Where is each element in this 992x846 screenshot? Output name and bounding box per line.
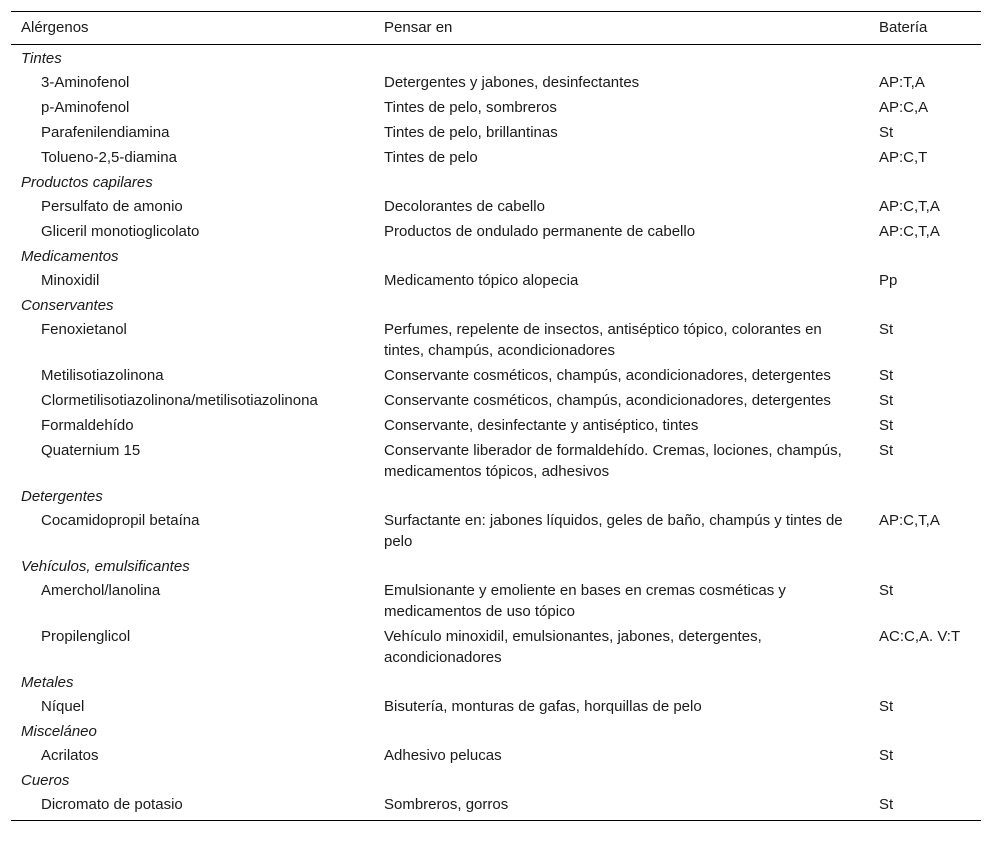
battery-code: Pp bbox=[879, 272, 898, 289]
category-row bbox=[11, 244, 981, 268]
category-label: Misceláneo bbox=[21, 723, 97, 740]
think-of-text: Detergentes y jabones, desinfectantes bbox=[384, 74, 640, 91]
table-row bbox=[11, 792, 981, 821]
table-row bbox=[11, 194, 981, 219]
think-of-text: Surfactante en: jabones líquidos, geles de baño, champús y tintes de pelo bbox=[384, 512, 843, 550]
category-label: Metales bbox=[21, 674, 74, 691]
header-battery: Batería bbox=[869, 12, 981, 45]
table-row bbox=[11, 363, 981, 388]
category-label: Vehículos, emulsificantes bbox=[21, 558, 190, 575]
think-of-text: Decolorantes de cabello bbox=[384, 198, 545, 215]
think-of-text: Conservante cosméticos, champús, acondicionadores, detergentes bbox=[384, 392, 831, 409]
allergen-name: Clormetilisotiazolinona/metilisotiazolinona bbox=[41, 392, 318, 409]
allergen-name: Fenoxietanol bbox=[41, 321, 127, 338]
allergen-name: p-Aminofenol bbox=[41, 99, 130, 116]
think-of-text: Medicamento tópico alopecia bbox=[384, 272, 579, 289]
category-label: Productos capilares bbox=[21, 174, 153, 191]
table-row bbox=[11, 578, 981, 624]
allergen-name: Propilenglicol bbox=[41, 628, 131, 645]
allergen-table bbox=[11, 11, 981, 821]
table-row bbox=[11, 95, 981, 120]
think-of-text: Vehículo minoxidil, emulsionantes, jabones, detergentes, acondicionadores bbox=[384, 628, 762, 666]
category-row bbox=[11, 670, 981, 694]
battery-code: St bbox=[879, 321, 894, 338]
category-row bbox=[11, 719, 981, 743]
table-row bbox=[11, 508, 981, 554]
battery-code: St bbox=[879, 417, 894, 434]
table-row bbox=[11, 388, 981, 413]
category-label: Conservantes bbox=[21, 297, 114, 314]
think-of-text: Bisutería, monturas de gafas, horquillas de pelo bbox=[384, 698, 702, 715]
allergen-name: Minoxidil bbox=[41, 272, 100, 289]
think-of-text: Adhesivo pelucas bbox=[384, 747, 502, 764]
header-row bbox=[11, 12, 981, 45]
battery-code: AC:C,A. V:T bbox=[879, 628, 961, 645]
table-row bbox=[11, 743, 981, 768]
battery-code: AP:C,T,A bbox=[879, 512, 940, 529]
allergen-name: Dicromato de potasio bbox=[11, 792, 374, 821]
think-of-text: Tintes de pelo, sombreros bbox=[384, 99, 557, 116]
category-row bbox=[11, 484, 981, 508]
allergen-name: Acrilatos bbox=[41, 747, 99, 764]
header-think-of: Pensar en bbox=[374, 12, 869, 45]
table-row bbox=[11, 438, 981, 484]
allergen-name: Formaldehído bbox=[41, 417, 134, 434]
think-of-text: Perfumes, repelente de insectos, antiséptico tópico, colorantes en tintes, champús, acondicionadores bbox=[384, 321, 822, 359]
allergen-name: 3-Aminofenol bbox=[41, 74, 130, 91]
battery-code: AP:C,T,A bbox=[879, 198, 940, 215]
table-row bbox=[11, 413, 981, 438]
allergen-name: Quaternium 15 bbox=[41, 442, 141, 459]
battery-code: St bbox=[879, 747, 894, 764]
battery-code: St bbox=[869, 792, 981, 821]
battery-code: AP:C,T,A bbox=[879, 223, 940, 240]
table-row bbox=[11, 624, 981, 670]
category-row bbox=[11, 45, 981, 71]
battery-code: AP:C,T bbox=[879, 149, 928, 166]
think-of-text: Sombreros, gorros bbox=[374, 792, 869, 821]
category-label: Detergentes bbox=[21, 488, 103, 505]
think-of-text: Tintes de pelo bbox=[384, 149, 478, 166]
allergen-table-container bbox=[11, 11, 981, 821]
allergen-name: Parafenilendiamina bbox=[41, 124, 170, 141]
category-label: Medicamentos bbox=[21, 248, 119, 265]
battery-code: St bbox=[879, 582, 894, 599]
table-row bbox=[11, 120, 981, 145]
allergen-name: Níquel bbox=[41, 698, 85, 715]
think-of-text: Conservante liberador de formaldehído. Cremas, lociones, champús, medicamentos tópicos, adhesivos bbox=[384, 442, 842, 480]
battery-code: St bbox=[879, 698, 894, 715]
table-header bbox=[11, 12, 981, 45]
table-row bbox=[11, 268, 981, 293]
table-row bbox=[11, 694, 981, 719]
battery-code: St bbox=[879, 392, 894, 409]
allergen-name: Cocamidopropil betaína bbox=[41, 512, 200, 529]
allergen-name: Persulfato de amonio bbox=[41, 198, 183, 215]
allergen-name: Metilisotiazolinona bbox=[41, 367, 164, 384]
table-body bbox=[11, 45, 981, 821]
think-of-text: Conservante cosméticos, champús, acondicionadores, detergentes bbox=[384, 367, 831, 384]
battery-code: St bbox=[879, 124, 894, 141]
allergen-name: Amerchol/lanolina bbox=[41, 582, 161, 599]
think-of-text: Emulsionante y emoliente en bases en cremas cosméticas y medicamentos de uso tópico bbox=[384, 582, 786, 620]
category-label: Cueros bbox=[21, 772, 70, 789]
table-row bbox=[11, 145, 981, 170]
category-row bbox=[11, 768, 981, 792]
table-row bbox=[11, 317, 981, 363]
battery-code: AP:C,A bbox=[879, 99, 929, 116]
category-row bbox=[11, 170, 981, 194]
category-row bbox=[11, 554, 981, 578]
think-of-text: Productos de ondulado permanente de cabello bbox=[384, 223, 696, 240]
think-of-text: Conservante, desinfectante y antiséptico, tintes bbox=[384, 417, 699, 434]
category-row bbox=[11, 293, 981, 317]
think-of-text: Tintes de pelo, brillantinas bbox=[384, 124, 558, 141]
table-row bbox=[11, 70, 981, 95]
battery-code: St bbox=[879, 442, 894, 459]
category-label: Tintes bbox=[21, 50, 62, 67]
allergen-name: Tolueno-2,5-diamina bbox=[41, 149, 177, 166]
allergen-name: Gliceril monotioglicolato bbox=[41, 223, 200, 240]
table-row bbox=[11, 219, 981, 244]
header-allergens: Alérgenos bbox=[11, 12, 374, 45]
battery-code: St bbox=[879, 367, 894, 384]
battery-code: AP:T,A bbox=[879, 74, 925, 91]
